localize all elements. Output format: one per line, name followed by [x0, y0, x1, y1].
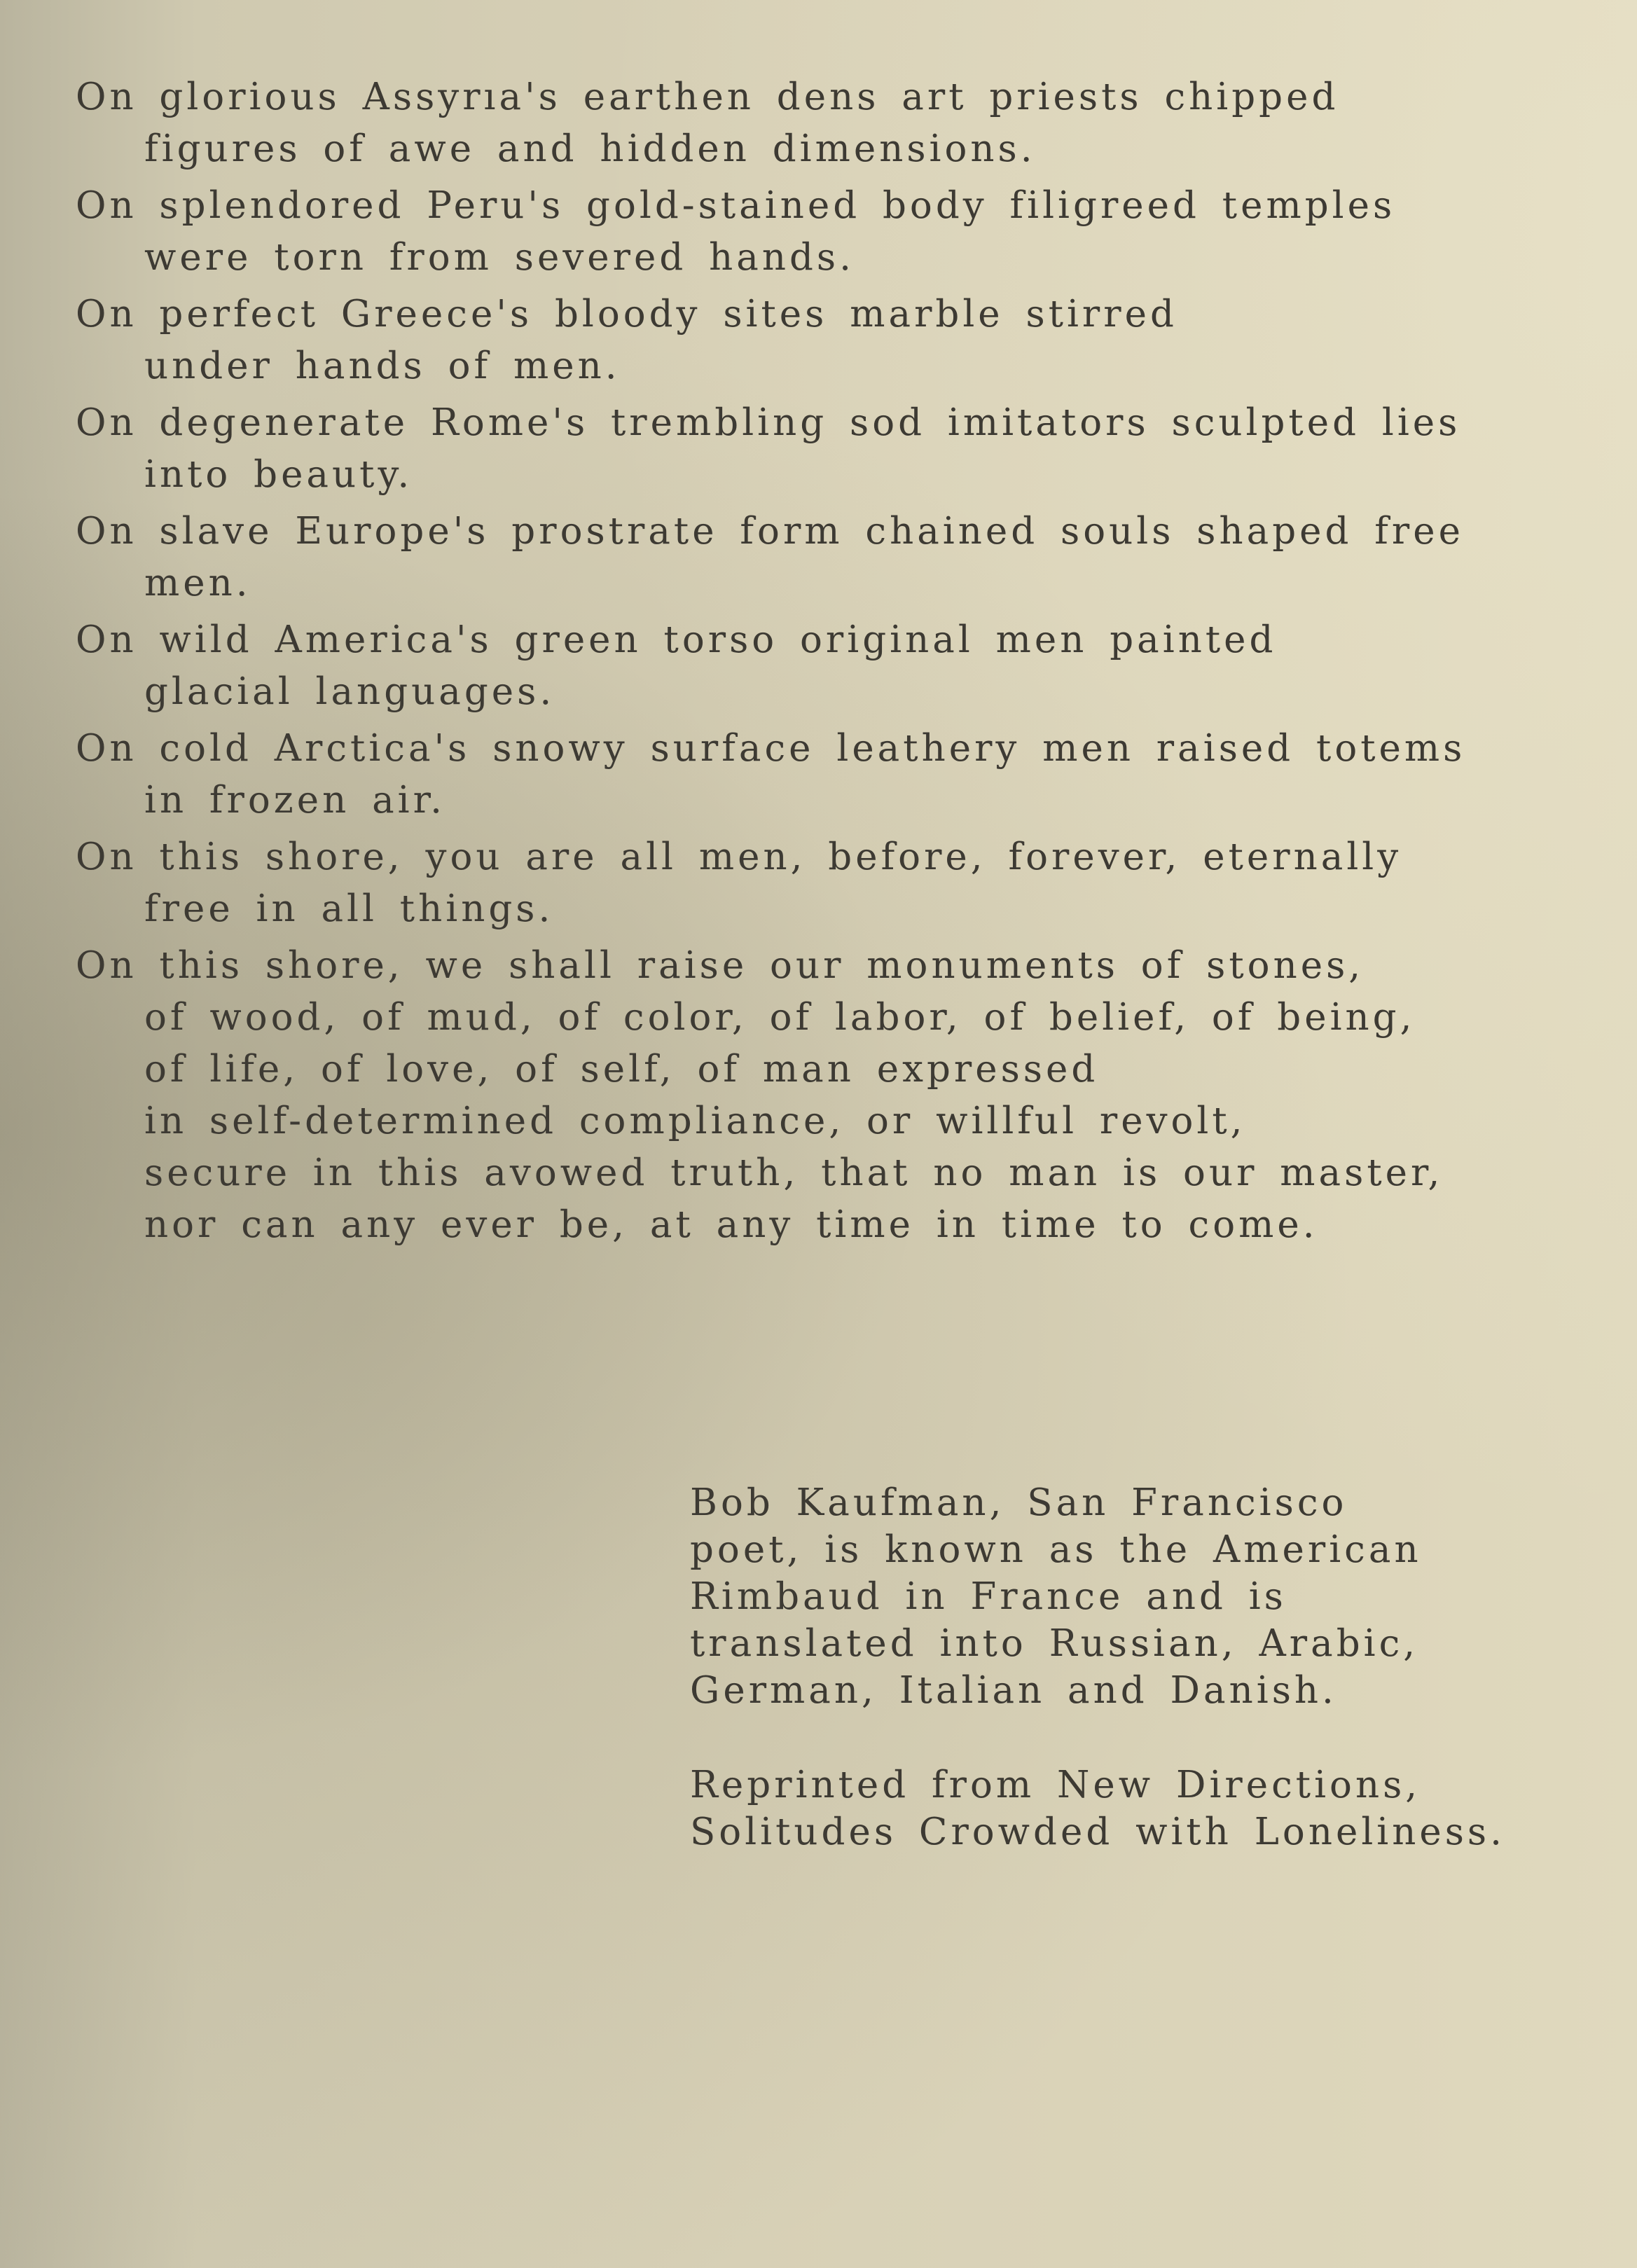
poem-line: of life, of love, of self, of man expressed	[144, 1048, 1099, 1091]
poem-line: were torn from severed hands.	[144, 236, 855, 279]
stanza-6	[76, 614, 1603, 718]
poem-line: men.	[144, 562, 251, 604]
poem-line: On perfect Greece's bloody sites marble stirred	[76, 293, 1177, 336]
poem-line: On this shore, you are all men, before, forever, eternally	[76, 836, 1402, 878]
poem-line: figures of awe and hidden dimensions.	[144, 127, 1036, 170]
stanza-1	[76, 71, 1603, 175]
stanza-5	[76, 506, 1603, 609]
stanza-2	[76, 180, 1603, 284]
reprint-credit	[690, 1762, 1601, 1855]
poem-line: in self-determined compliance, or willful revolt,	[144, 1100, 1246, 1142]
bio-line: translated into Russian, Arabic,	[690, 1622, 1419, 1665]
credit-line: Reprinted from New Directions,	[690, 1764, 1421, 1806]
stanza-8	[76, 831, 1603, 935]
poem-line: free in all things.	[144, 887, 554, 930]
poem-line: into beauty.	[144, 453, 413, 496]
poem-line: secure in this avowed truth, that no man is our master,	[144, 1152, 1444, 1194]
stanza-9	[76, 940, 1603, 1251]
poem-line: nor can any ever be, at any time in time to come.	[144, 1203, 1318, 1246]
poem	[76, 71, 1603, 1256]
poem-line: On splendored Peru's gold-stained body filigreed temples	[76, 184, 1396, 227]
poem-line: On cold Arctica's snowy surface leathery men raised totems	[76, 727, 1466, 770]
poem-line: On this shore, we shall raise our monuments of stones,	[76, 944, 1365, 987]
bio-line: Rimbaud in France and is	[690, 1575, 1287, 1618]
poem-line: under hands of men.	[144, 345, 621, 387]
poem-line: On glorious Assyrıa's earthen dens art priests chipped	[76, 76, 1339, 118]
stanza-4	[76, 397, 1603, 501]
bio-line: poet, is known as the American	[690, 1528, 1422, 1571]
bio-line: Bob Kaufman, San Francisco	[690, 1481, 1348, 1524]
stanza-3	[76, 289, 1603, 392]
poem-line: On degenerate Rome's trembling sod imitators sculpted lies	[76, 401, 1461, 444]
author-bio	[690, 1479, 1601, 1855]
poem-line: of wood, of mud, of color, of labor, of belief, of being,	[144, 996, 1416, 1039]
stanza-7	[76, 723, 1603, 827]
paragraph-gap	[690, 1714, 1601, 1762]
bio-paragraph	[690, 1479, 1601, 1714]
poem-line: in frozen air.	[144, 779, 445, 822]
poem-line: glacial languages.	[144, 670, 555, 713]
bio-line: German, Italian and Danish.	[690, 1669, 1337, 1712]
credit-line: Solitudes Crowded with Loneliness.	[690, 1811, 1505, 1853]
poem-line: On slave Europe's prostrate form chained souls shaped free	[76, 510, 1464, 553]
poem-line: On wild America's green torso original men painted	[76, 618, 1277, 661]
